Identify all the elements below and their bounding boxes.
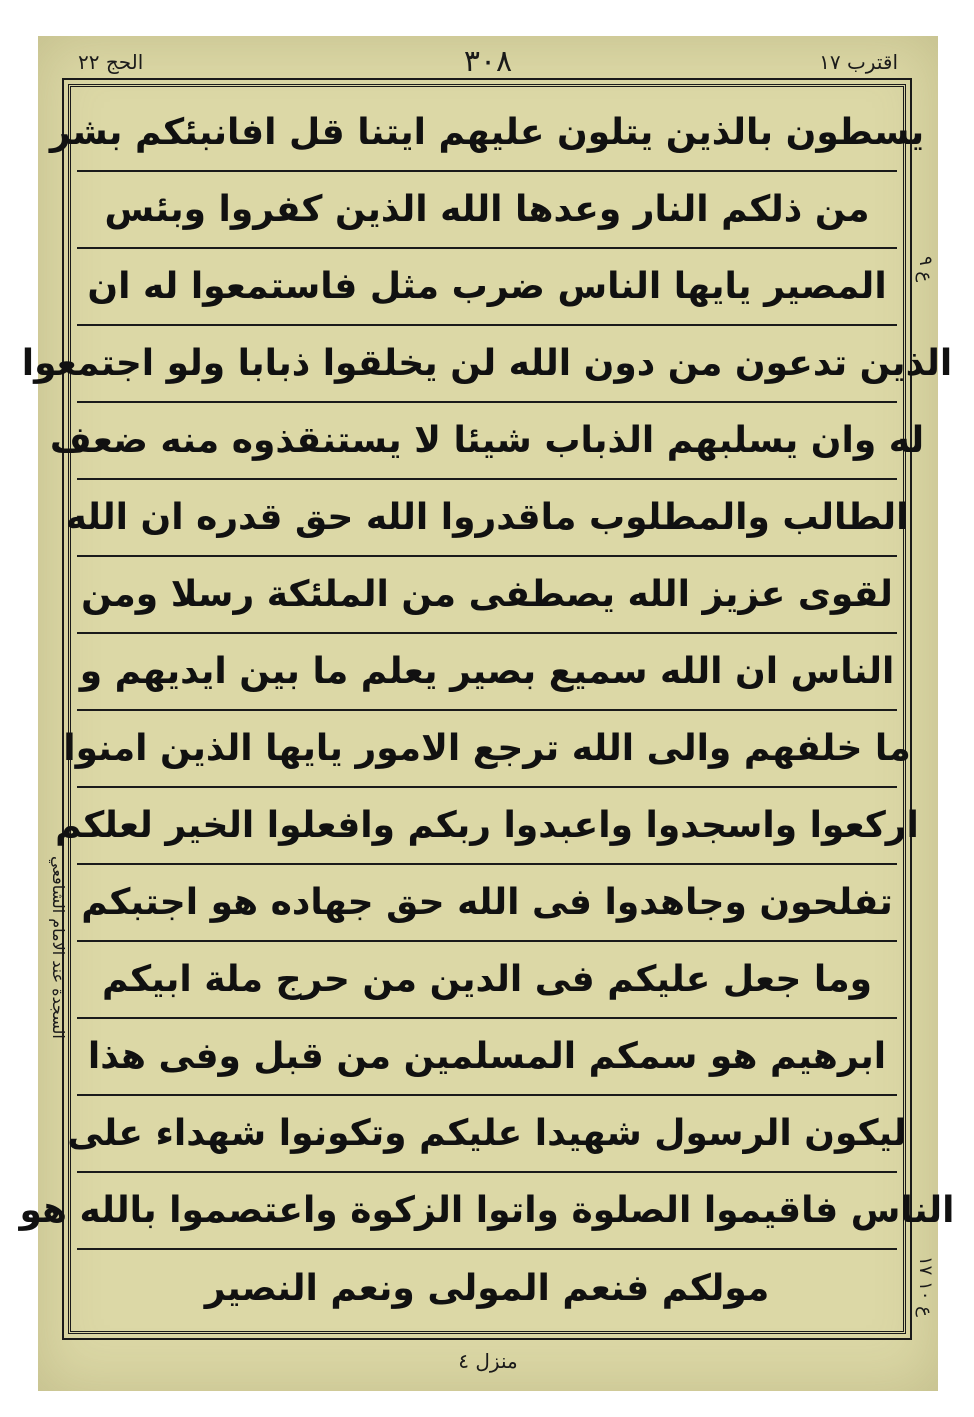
manzil-label: منزل ٤ bbox=[458, 1349, 518, 1373]
verse-line: تفلحون وجاهدوا فى الله حق جهاده هو اجتبكم bbox=[77, 865, 897, 942]
verse-line: الناس فاقيموا الصلوة واتوا الزكوة واعتصموا بالله هو bbox=[77, 1173, 897, 1250]
verse-line: ليكون الرسول شهيدا عليكم وتكونوا شهداء على bbox=[77, 1096, 897, 1173]
sajda-note: السجدة عند الامام الشافعي bbox=[49, 856, 68, 1039]
page-header bbox=[38, 44, 938, 84]
verse-line: المصير يايها الناس ضرب مثل فاستمعوا له ان bbox=[77, 249, 897, 326]
verse-line: ما خلفهم والى الله ترجع الامور يايها الذين امنوا bbox=[77, 711, 897, 788]
page-number: ٣٠٨ bbox=[463, 44, 513, 79]
verse-line: يسطون بالذين يتلون عليهم ايتنا قل افانبئكم بشر bbox=[77, 95, 897, 172]
ruku-marker: ع ٩ bbox=[915, 256, 936, 283]
verse-line: الطالب والمطلوب ماقدروا الله حق قدره ان الله bbox=[77, 480, 897, 557]
verse-line: من ذلكم النار وعدها الله الذين كفروا وبئس bbox=[77, 172, 897, 249]
juz-name: اقترب ١٧ bbox=[819, 50, 898, 74]
verse-line: الناس ان الله سميع بصير يعلم ما بين ايديهم و bbox=[77, 634, 897, 711]
verse-line: اركعوا واسجدوا واعبدوا ربكم وافعلوا الخير لعلكم bbox=[77, 788, 897, 865]
verse-line: لقوى عزيز الله يصطفى من الملئكة رسلا ومن bbox=[77, 557, 897, 634]
surah-name: الحج ٢٢ bbox=[78, 50, 144, 74]
verse-line: وما جعل عليكم فى الدين من حرج ملة ابيكم bbox=[77, 942, 897, 1019]
verse-line: له وان يسلبهم الذباب شيئا لا يستنقذوه منه ضعف bbox=[77, 403, 897, 480]
verse-line: مولكم فنعم المولى ونعم النصير bbox=[204, 1268, 770, 1309]
verse-line: ابرهيم هو سمكم المسلمين من قبل وفى هذا bbox=[77, 1019, 897, 1096]
quran-page bbox=[19, 36, 955, 1391]
ruku-marker-end: ع ١٠ ١٧ bbox=[915, 1256, 936, 1317]
verse-line: الذين تدعون من دون الله لن يخلقوا ذبابا ولو اجتمعوا bbox=[77, 326, 897, 403]
